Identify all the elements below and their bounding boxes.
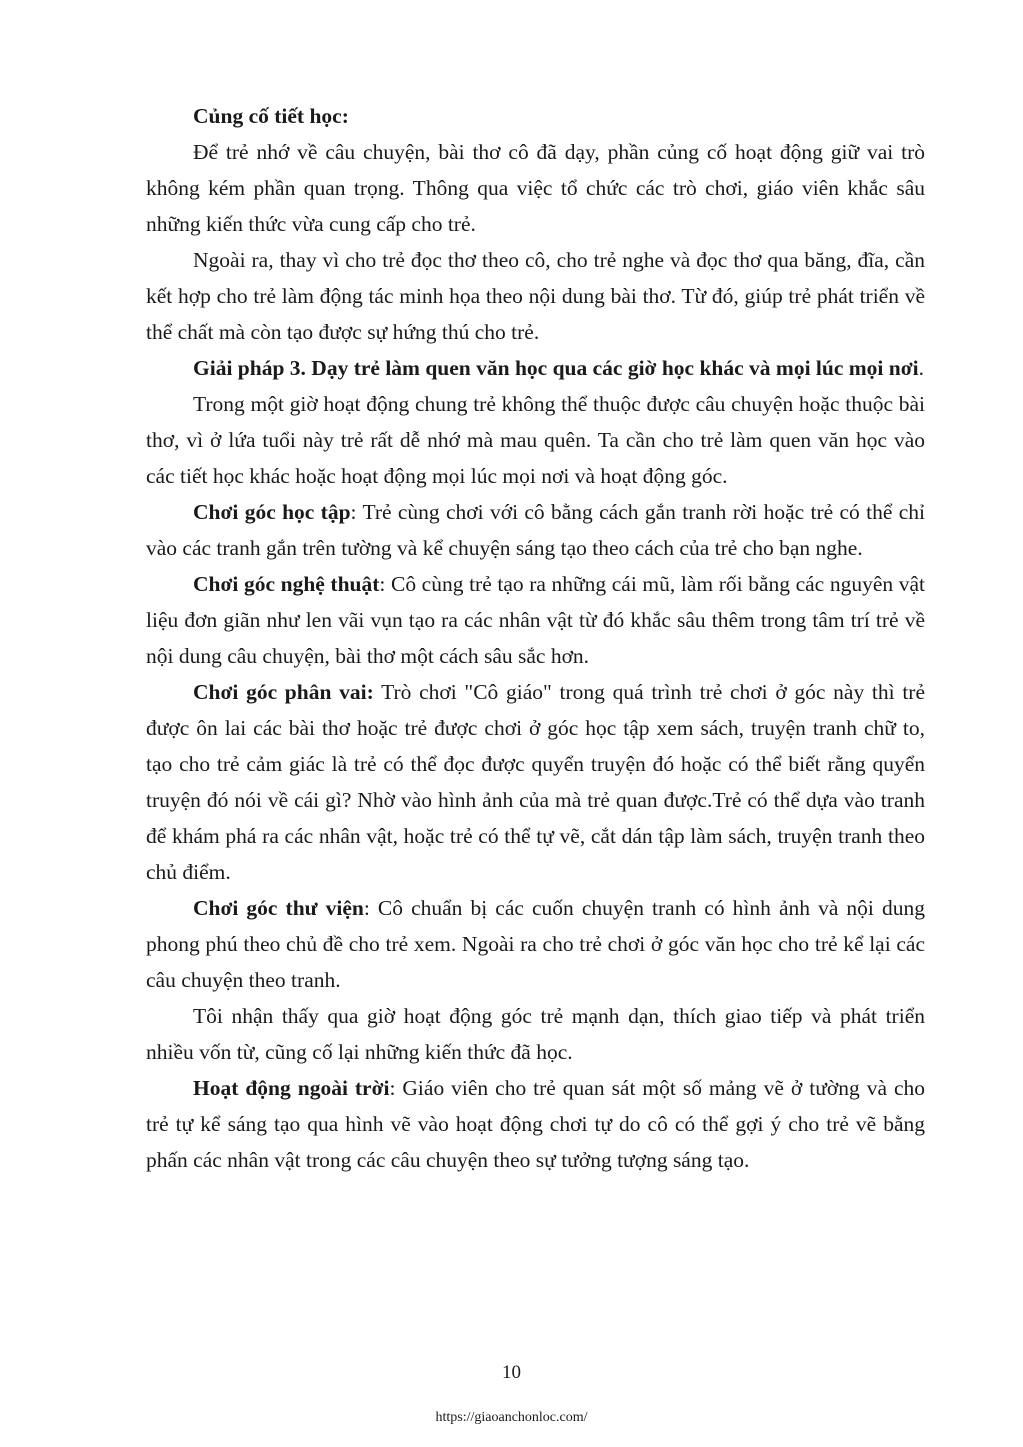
paragraph: [146, 566, 925, 674]
paragraph-text: : Giáo viên cho trẻ quan sát một số mảng vẽ ở tường và cho trẻ tự kể sáng tạo qua hình vẽ vào hoạt động chơi tự do cô có thể gợi ý cho trẻ vẽ bằng phấn các nhân vật trong các câu chuyện theo sự tưởng tượng sáng tạo.: [146, 1076, 926, 1172]
paragraph-text: : Cô cùng trẻ tạo ra những cái mũ, làm rối bằng các nguyên vật liệu đơn giãn như len vãi vụn tạo ra các nhân vật từ đó khắc sâu thêm trong tâm trí trẻ về nội dung câu chuyện, bài thơ một cách sâu sắc hơn.: [146, 572, 925, 668]
solution-title: Giải pháp 3. Dạy trẻ làm quen văn học qua các giờ học khác và mọi lúc mọi nơi: [193, 356, 919, 380]
paragraph: Tôi nhận thấy qua giờ hoạt động góc trẻ mạnh dạn, thích giao tiếp và phát triển nhiều vốn từ, cũng cố lại những kiến thức đã học.: [146, 1004, 925, 1064]
solution-heading: [146, 350, 925, 386]
document-body: [146, 98, 925, 1178]
paragraph: Ngoài ra, thay vì cho trẻ đọc thơ theo cô, cho trẻ nghe và đọc thơ qua băng, đĩa, cần kết hợp cho trẻ làm động tác minh họa theo nội dung bài thơ. Từ đó, giúp trẻ phát triển về thể chất mà còn tạo được sự hứng thú cho trẻ.: [146, 248, 925, 344]
paragraph: [146, 1070, 925, 1178]
paragraph-label: Chơi góc nghệ thuật: [193, 572, 380, 596]
paragraph-label: Chơi góc thư viện: [193, 896, 364, 920]
paragraph: Để trẻ nhớ về câu chuyện, bài thơ cô đã dạy, phần củng cố hoạt động giữ vai trò không kém phần quan trọng. Thông qua việc tổ chức các trò chơi, giáo viên khắc sâu những kiến thức vừa cung cấp cho trẻ.: [146, 140, 925, 236]
paragraph-label: Chơi góc học tập: [193, 500, 351, 524]
footer-url[interactable]: https://giaoanchonloc.com/: [435, 1410, 588, 1425]
paragraph: [146, 890, 925, 998]
paragraph: [146, 674, 925, 890]
page-number: 10: [502, 1362, 521, 1383]
paragraph-label: Chơi góc phân vai:: [193, 680, 374, 704]
paragraph: [146, 494, 925, 566]
paragraph: Trong một giờ hoạt động chung trẻ không thể thuộc được câu chuyện hoặc thuộc bài thơ, vì ở lứa tuổi này trẻ rất dễ nhớ mà mau quên. Ta cần cho trẻ làm quen văn học vào các tiết học khác hoặc hoạt động mọi lúc mọi nơi và hoạt động góc.: [146, 392, 925, 488]
paragraph-label: Hoạt động ngoài trời: [193, 1076, 390, 1100]
section-heading: Củng cố tiết học:: [193, 104, 349, 128]
paragraph-text: Trò chơi "Cô giáo" trong quá trình trẻ chơi ở góc này thì trẻ được ôn lai các bài thơ hoặc trẻ được chơi ở góc học tập xem sách, truyện tranh chữ to, tạo cho trẻ cảm giác là trẻ có thể đọc được quyển truyện đó hoặc có thể biết rằng quyển truyện đó nói về cái gì? Nhờ vào hình ảnh của mà trẻ quan được.Trẻ có thể dựa vào tranh để khám phá ra các nhân vật, hoặc trẻ có thể tự vẽ, cắt dán tập làm sách, truyện tranh theo chủ điểm.: [146, 680, 925, 884]
paragraph-text: : Cô chuẩn bị các cuốn chuyện tranh có hình ảnh và nội dung phong phú theo chủ đề cho trẻ xem. Ngoài ra cho trẻ chơi ở góc văn học cho trẻ kể lại các câu chuyện theo tranh.: [146, 896, 925, 992]
solution-title-end: .: [918, 356, 924, 380]
paragraph-text: : Trẻ cùng chơi với cô bằng cách gắn tranh rời hoặc trẻ có thể chỉ vào các tranh gắn trên tường và kể chuyện sáng tạo theo cách của trẻ cho bạn nghe.: [146, 500, 925, 560]
